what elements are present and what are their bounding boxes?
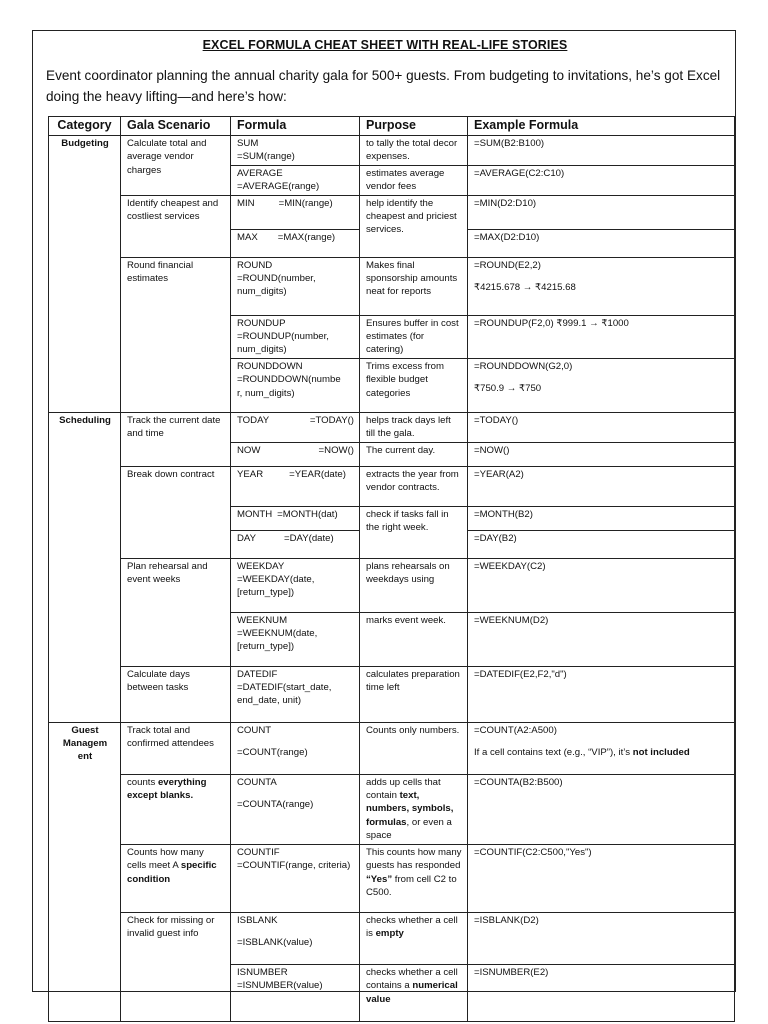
formula-name: ROUNDDOWN	[237, 360, 303, 372]
formula-syntax: =ROUND(number, num_digits)	[237, 273, 316, 298]
purpose-cell: checks whether a cell contains a numerical value	[360, 964, 468, 1021]
header-scenario: Gala Scenario	[121, 117, 231, 136]
purpose-cell: Ensures buffer in cost estimates (for catering)	[360, 315, 468, 358]
example-cell: =SUM(B2:B100)	[468, 136, 735, 166]
formula-cell	[231, 722, 360, 774]
example-cell: =DAY(B2)	[468, 530, 735, 558]
header-example: Example Formula	[468, 117, 735, 136]
purpose-cell: helps track days left till the gala.	[360, 412, 468, 442]
purpose-cell: This counts how many guests has responded “Yes” from cell C2 to C500.	[360, 844, 468, 912]
example-cell: =ISBLANK(D2)	[468, 912, 735, 964]
example-cell: =COUNTA(B2:B500)	[468, 774, 735, 844]
category-guest-management	[49, 722, 121, 1021]
purpose-cell: The current day.	[360, 442, 468, 466]
formula-syntax: =WEEKDAY(date, [return_type])	[237, 574, 315, 599]
table-row	[49, 466, 735, 506]
purpose-cell: check if tasks fall in the right week.	[360, 506, 468, 558]
formula-cell	[231, 358, 360, 412]
table-row	[49, 412, 735, 442]
scenario-cell: Track total and confirmed attendees	[121, 722, 231, 774]
scenario-cell: Check for missing or invalid guest info	[121, 912, 231, 1021]
formula-name: ROUND	[237, 259, 273, 271]
formula-syntax: =DATEDIF(start_date, end_date, unit)	[237, 682, 332, 707]
formula-table	[48, 116, 735, 1022]
formula-name: MIN	[237, 197, 255, 209]
table-header-row	[49, 117, 735, 136]
example-formula: =COUNT(A2:A500)	[474, 724, 557, 736]
scenario-cell: Identify cheapest and costliest services	[121, 195, 231, 257]
formula-syntax: =ROUNDDOWN(numbe	[237, 374, 341, 386]
page-title: EXCEL FORMULA CHEAT SHEET WITH REAL-LIFE STORIES	[202, 38, 568, 52]
example-cell	[468, 722, 735, 774]
formula-syntax: =COUNTIF(range, criteria)	[237, 860, 351, 872]
formula-syntax: =MAX(range)	[277, 231, 336, 243]
scenario-cell: counts everything except blanks.	[121, 774, 231, 844]
purpose-cell: marks event week.	[360, 612, 468, 666]
formula-name: ROUNDUP	[237, 317, 286, 329]
formula-syntax: =YEAR(date)	[289, 468, 346, 480]
formula-cell	[231, 466, 360, 506]
formula-name: COUNT	[237, 724, 272, 736]
formula-name: COUNTIF	[237, 846, 280, 858]
cheat-sheet-page	[32, 30, 736, 1005]
purpose-cell: plans rehearsals on weekdays using	[360, 558, 468, 612]
header-category: Category	[49, 117, 121, 136]
formula-syntax: =COUNT(range)	[237, 747, 308, 759]
header-purpose: Purpose	[360, 117, 468, 136]
formula-name: YEAR	[237, 468, 264, 480]
formula-name: COUNTA	[237, 776, 277, 788]
table-row	[49, 844, 735, 912]
purpose-cell: Makes final sponsorship amounts neat for reports	[360, 257, 468, 315]
example-cell: =DATEDIF(E2,F2,"d")	[468, 666, 735, 722]
example-formula: =ROUNDDOWN(G2,0)	[474, 360, 573, 372]
purpose-cell: checks whether a cell is empty	[360, 912, 468, 964]
formula-syntax: =ISBLANK(value)	[237, 937, 313, 949]
formula-name: ISNUMBER	[237, 966, 288, 978]
formula-name: DATEDIF	[237, 668, 278, 680]
formula-cell	[231, 912, 360, 964]
formula-name: MAX	[237, 231, 258, 243]
table-row	[49, 257, 735, 315]
example-cell: =MIN(D2:D10)	[468, 195, 735, 229]
formula-name: NOW	[237, 444, 261, 456]
formula-cell	[231, 257, 360, 315]
table-row	[49, 195, 735, 229]
example-cell: =ISNUMBER(E2)	[468, 964, 735, 1021]
scenario-cell: Plan rehearsal and event weeks	[121, 558, 231, 666]
purpose-cell: calculates preparation time left	[360, 666, 468, 722]
formula-name: WEEKNUM	[237, 614, 288, 626]
table-row	[49, 774, 735, 844]
purpose-cell: Counts only numbers.	[360, 722, 468, 774]
formula-cell	[231, 506, 360, 530]
formula-cell	[231, 774, 360, 844]
formula-syntax: =ROUNDUP(number, num_digits)	[237, 331, 329, 356]
formula-syntax: =ISNUMBER(value)	[237, 980, 323, 992]
formula-cell	[231, 412, 360, 442]
example-cell: =NOW()	[468, 442, 735, 466]
scenario-cell: Round financial estimates	[121, 257, 231, 412]
formula-name: WEEKDAY	[237, 560, 285, 572]
purpose-cell: extracts the year from vendor contracts.	[360, 466, 468, 506]
example-formula: =ROUND(E2,2)	[474, 259, 541, 271]
formula-cell	[231, 442, 360, 466]
formula-name: TODAY	[237, 414, 270, 426]
table-row	[49, 136, 735, 166]
formula-cell	[231, 844, 360, 912]
formula-syntax: =DAY(date)	[284, 532, 334, 544]
table-row	[49, 558, 735, 612]
example-cell: =AVERAGE(C2:C10)	[468, 165, 735, 195]
formula-syntax: r, num_digits)	[237, 387, 295, 399]
example-cell: =WEEKNUM(D2)	[468, 612, 735, 666]
formula-cell	[231, 136, 360, 166]
example-cell: =COUNTIF(C2:C500,"Yes")	[468, 844, 735, 912]
formula-name: SUM	[237, 138, 259, 149]
example-note: If a cell contains text (e.g., “VIP”), it’s not included	[474, 747, 690, 759]
formula-syntax: =WEEKNUM(date, [return_type])	[237, 628, 318, 653]
purpose-cell: Trims excess from flexible budget categories	[360, 358, 468, 412]
example-cell: =ROUNDUP(F2,0) ₹999.1 → ₹1000	[468, 315, 735, 358]
scenario-cell: Break down contract	[121, 466, 231, 558]
formula-syntax: =MIN(range)	[278, 197, 333, 209]
category-label: ent	[77, 751, 93, 763]
formula-cell	[231, 229, 360, 257]
example-result: ₹4215.678 → ₹4215.68	[474, 282, 576, 294]
scenario-cell: Calculate total and average vendor charges	[121, 136, 231, 196]
formula-name: AVERAGE	[237, 167, 283, 179]
example-cell: =YEAR(A2)	[468, 466, 735, 506]
formula-syntax: =AVERAGE(range)	[237, 181, 320, 193]
formula-syntax: =NOW()	[318, 444, 354, 456]
table-row	[49, 666, 735, 722]
formula-cell	[231, 195, 360, 229]
formula-name: MONTH	[237, 508, 273, 520]
formula-cell	[231, 558, 360, 612]
formula-cell	[231, 315, 360, 358]
scenario-cell: Track the current date and time	[121, 412, 231, 466]
example-cell: =MAX(D2:D10)	[468, 229, 735, 257]
category-label: Managem	[62, 738, 108, 750]
formula-name: ISBLANK	[237, 914, 278, 926]
category-label: Guest	[71, 724, 99, 736]
category-scheduling: Scheduling	[49, 412, 121, 722]
formula-cell	[231, 964, 360, 1021]
example-cell: =WEEKDAY(C2)	[468, 558, 735, 612]
intro-paragraph: Event coordinator planning the annual charity gala for 500+ guests. From budgeting to invitations, he’s got Excel doing the heavy lifting—and here’s how:	[46, 68, 721, 104]
formula-cell	[231, 612, 360, 666]
example-cell	[468, 358, 735, 412]
formula-name: DAY	[237, 532, 257, 544]
formula-syntax: =TODAY()	[309, 414, 354, 426]
formula-syntax: =COUNTA(range)	[237, 799, 314, 811]
formula-cell	[231, 666, 360, 722]
example-cell	[468, 257, 735, 315]
purpose-cell: help identify the cheapest and priciest services.	[360, 195, 468, 257]
table-row	[49, 912, 735, 964]
example-cell: =MONTH(B2)	[468, 506, 735, 530]
purpose-cell: to tally the total decor expenses.	[360, 136, 468, 166]
purpose-cell: adds up cells that contain text, numbers, symbols, formulas, or even a space	[360, 774, 468, 844]
header-formula: Formula	[231, 117, 360, 136]
scenario-cell: Calculate days between tasks	[121, 666, 231, 722]
table-row	[49, 722, 735, 774]
purpose-cell: estimates average vendor fees	[360, 165, 468, 195]
formula-cell	[231, 530, 360, 558]
category-budgeting: Budgeting	[49, 136, 121, 413]
formula-syntax: =SUM(range)	[237, 151, 295, 163]
formula-syntax: =MONTH(dat)	[277, 508, 338, 520]
example-result: ₹750.9 → ₹750	[474, 383, 542, 395]
formula-cell	[231, 165, 360, 195]
example-cell: =TODAY()	[468, 412, 735, 442]
scenario-cell: Counts how many cells meet A specific condition	[121, 844, 231, 912]
